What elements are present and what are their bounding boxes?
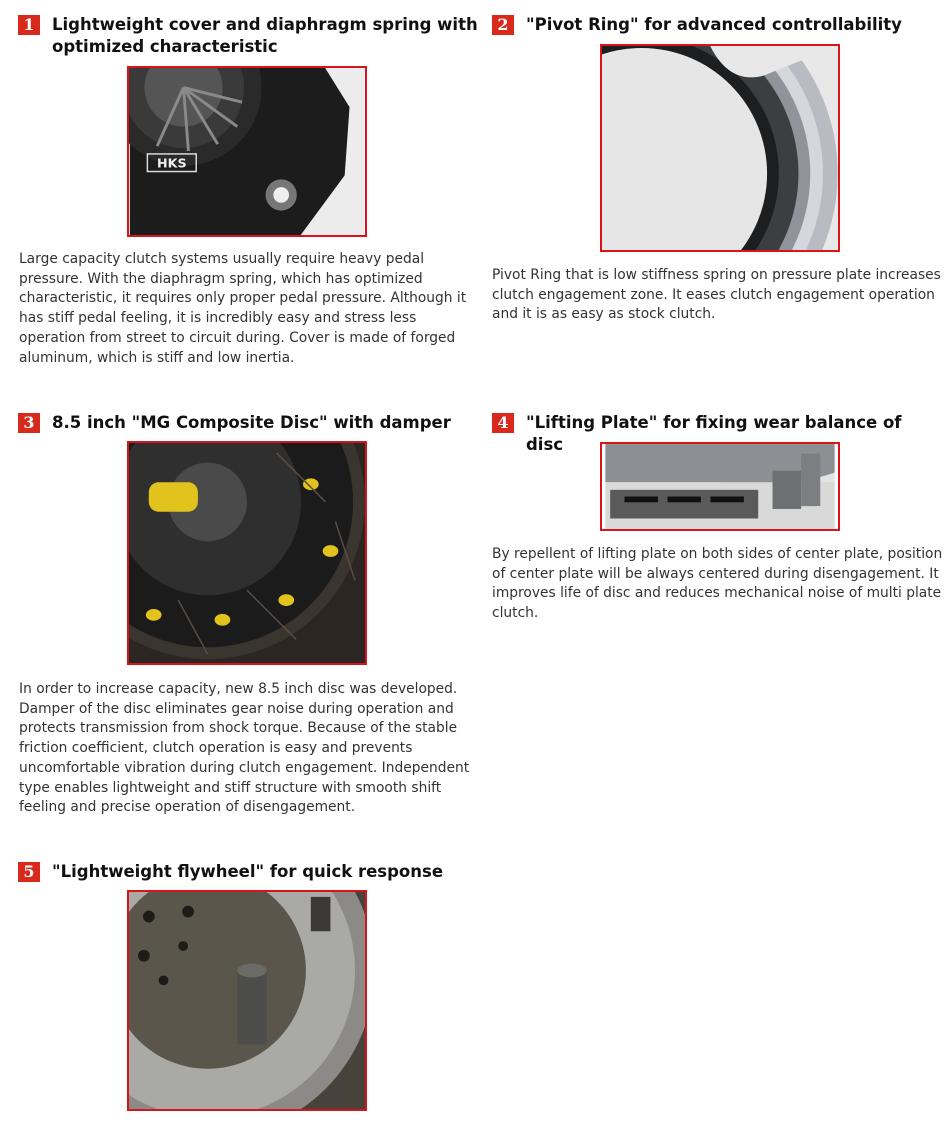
feature-2-description: Pivot Ring that is low stiffness spring on pressure plate increases clutch engagement zone. It eases clutch engagement operation and it is as easy as stock clutch. bbox=[492, 267, 941, 323]
feature-2-photo bbox=[600, 44, 840, 252]
feature-4-number: 4 bbox=[492, 413, 514, 433]
feature-1-number: 1 bbox=[18, 15, 40, 35]
feature-5 bbox=[18, 861, 478, 883]
hks-logo-text: HKS bbox=[157, 155, 187, 171]
feature-2-title: "Pivot Ring" for advanced controllability bbox=[526, 15, 902, 34]
feature-3-description: In order to increase capacity, new 8.5 inch disc was developed. Damper of the disc eliminates gear noise during operation and protects transmission from shock torque. Because of the stable friction coefficient, clutch operation is easy and prevents uncomfortable vibration during clutch engagement. Independent type enables lightweight and stiff structure with smooth shift feeling and precise operation of disengagement. bbox=[19, 681, 470, 816]
feature-1-heading bbox=[18, 14, 478, 58]
feature-2-number: 2 bbox=[492, 15, 514, 35]
feature-5-heading bbox=[18, 861, 478, 883]
composite-disc-image bbox=[129, 443, 365, 663]
clutch-cover-image bbox=[129, 68, 365, 235]
feature-5-photo bbox=[127, 890, 367, 1111]
feature-4-description: By repellent of lifting plate on both sides of center plate, position of center plate will be always centered during disengagement. It improves life of disc and reduces mechanical noise of multi plate clutch. bbox=[492, 546, 943, 622]
feature-4-photo bbox=[600, 442, 840, 531]
feature-3-heading bbox=[18, 412, 478, 434]
feature-1-description: Large capacity clutch systems usually require heavy pedal pressure. With the diaphragm spring, which has optimized characteristic, it requires only proper pedal pressure. Although it has stiff pedal feeling, it is incredibly easy and stress less operation from street to circuit during. Cover is made of forged aluminum, which is stiff and low inertia. bbox=[19, 251, 467, 366]
feature-3-photo bbox=[127, 441, 367, 665]
feature-5-number: 5 bbox=[18, 862, 40, 882]
lifting-plate-image bbox=[602, 444, 838, 529]
feature-5-title: "Lightweight flywheel" for quick response bbox=[52, 862, 444, 881]
feature-3 bbox=[18, 412, 478, 434]
feature-3-number: 3 bbox=[18, 413, 40, 433]
feature-2 bbox=[492, 14, 942, 36]
feature-1-title: Lightweight cover and diaphragm spring with optimized characteristic bbox=[52, 15, 478, 56]
feature-4-title: "Lifting Plate" for fixing wear balance of disc bbox=[526, 413, 902, 454]
feature-1-photo bbox=[127, 66, 367, 237]
feature-1 bbox=[18, 14, 478, 58]
feature-2-heading bbox=[492, 14, 942, 36]
pivot-ring-image bbox=[602, 46, 838, 250]
feature-3-title: 8.5 inch "MG Composite Disc" with damper bbox=[52, 413, 451, 432]
flywheel-image bbox=[129, 892, 365, 1109]
